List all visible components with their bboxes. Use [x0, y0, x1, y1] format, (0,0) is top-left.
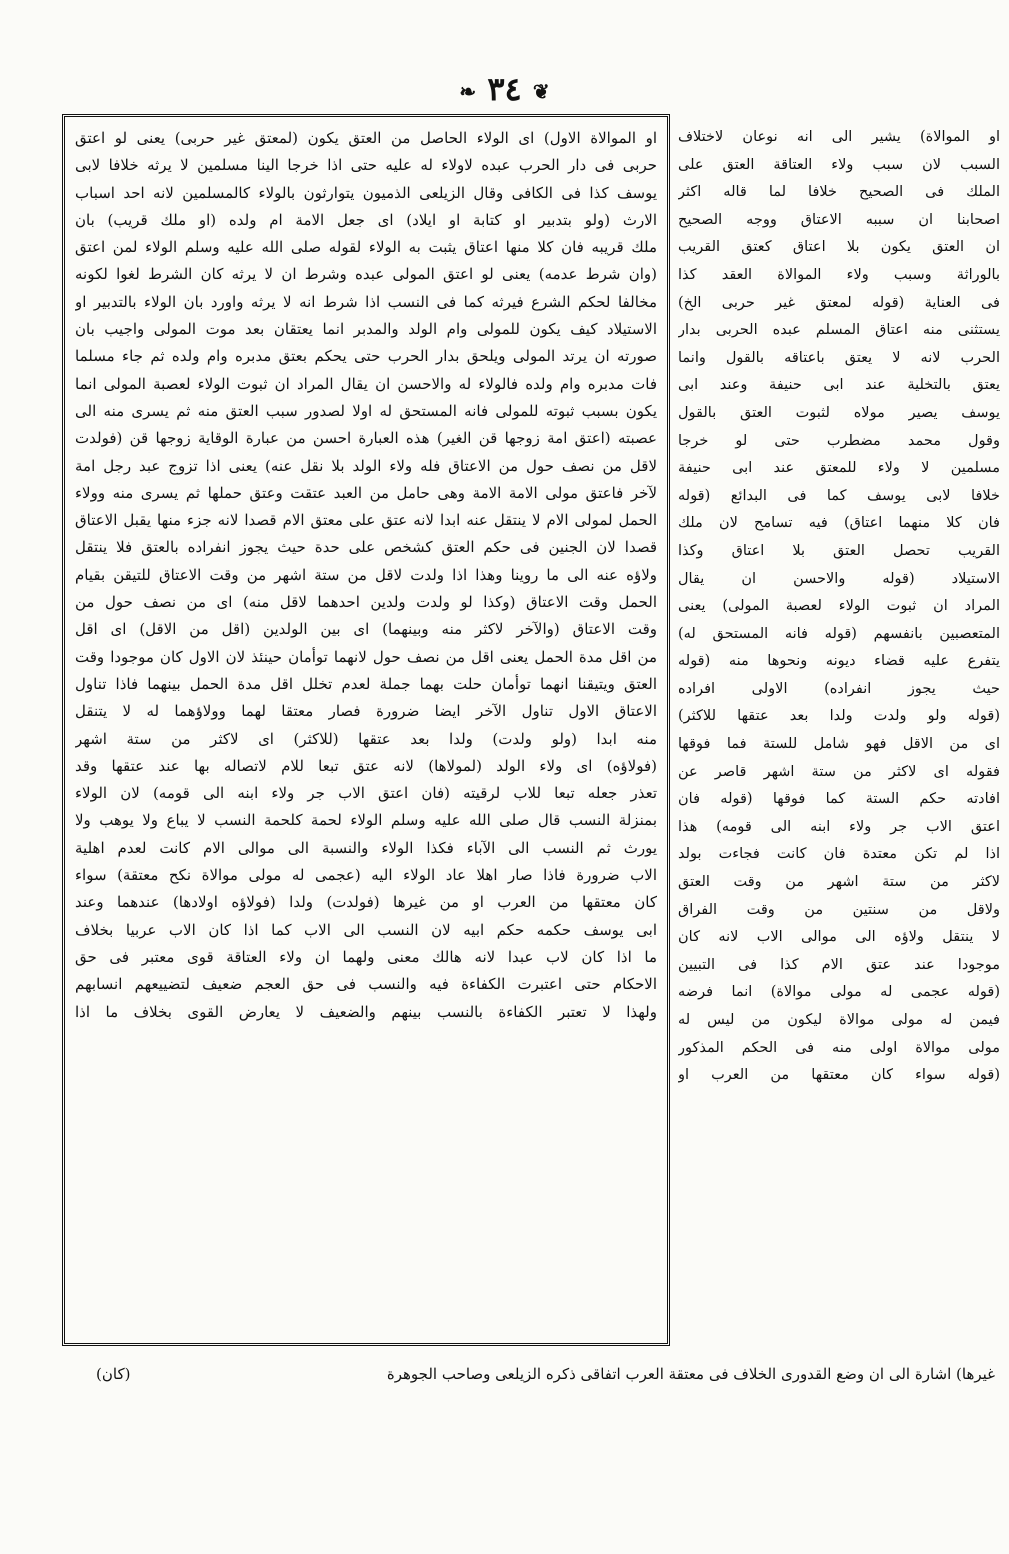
main-text-line: مخالفا لحكم الشرع فيرثه كما فى النسب اذا شرط انه لا يرثه واورد بان الولاء بالتدبير او — [75, 292, 657, 311]
margin-text-line: موجودا عند عتق الام كذا فى التبيين — [678, 956, 1000, 973]
margin-text-line: يستثنى منه اعتاق المسلم عبده الحربى بدار — [678, 322, 1000, 339]
margin-text-line: ولاقل من سنتين من وقت الفراق — [678, 901, 1000, 918]
margin-text-line: اذا لم تكن معتدة فان كانت فجاءت بولد — [678, 846, 1000, 863]
main-text-line: عصبته (اعتق امة زوجها قن الغير) هذه العبارة احسن من عبارة الوقاية زوجها قن (فولدت — [75, 429, 657, 448]
main-text-line: ولاؤه عنه الى ما روينا وهذا اذا ولدت لاقل من ستة اشهر من وقت الاعتاق للتيقن بقيام — [75, 565, 657, 584]
margin-text-line: ان العتق يكون بلا اعتاق كعتق القريب — [678, 239, 1000, 256]
main-text-line: الحمل لمولى الام لا ينتقل عنه ابدا لانه عتق على معتق الام قصدا لانه جزء منها يقبل الاعتاق — [75, 511, 657, 530]
main-text-line: فات مدبره وام ولده فالولاء له والاحسن ان يقال المراد ان ثبوت الولاء لعصبة المولى انما — [75, 374, 657, 393]
page-number-value: ٣٤ — [487, 70, 522, 108]
main-text-line: العتق ويتيقنا انهما توأمان حلت بهما جملة لعدم تخلل اقل مدة الحمل بينهما فاذا تناول — [75, 674, 657, 693]
main-text-line: كان معتقها من العرب او من غيرها (فولدت) ولدا (فولاؤه اولادها) عندهما وعند — [75, 893, 657, 912]
margin-text-line: (قوله عجمى له مولى موالاة) انما فرضه — [678, 984, 1000, 1001]
main-text-line: ابى يوسف حكمه حكم ابيه لان النسب الى الاب كما اذا كان الاب عربيا بخلاف — [75, 920, 657, 939]
margin-text-line: الاستيلاد (قوله والاحسن ان يقال — [678, 570, 1000, 587]
margin-text-line: لا ينتقل ولاؤه الى موالى الاب لانه كان — [678, 929, 1000, 946]
main-text-line: منه ابدا (ولو ولدت) ولدا بعد عتقها (للاكثر) اى لاكثر من ستة اشهر — [75, 729, 657, 748]
margin-text-line: بالوراثة وسبب ولاء الموالاة العقد كذا — [678, 266, 1000, 283]
main-text-line: يوسف كذا فى الكافى وقال الزيلعى الذميون يتوارثون بالولاء كالمسلمين لانه احد اسباب — [75, 183, 657, 202]
main-text-line: لاقل من نصف حول من الاعتاق فله ولاء الولد بلا نقل عنه) يعنى اذا تزوج عبد رجل امة — [75, 456, 657, 475]
main-text-line: الاحكام حتى اعتبرت الكفاءة فيه والنسب فى حق العجم ضعيف لتضييعهم انسابهم — [75, 975, 657, 994]
main-text-line: ولهذا لا تعتبر الكفاءة بالنسب بينهم والضعيف لا يعارض القوى بخلاف ما اذا — [75, 1002, 657, 1021]
margin-text-line: فان كلا منهما اعتاق) فيه تسامح لان ملك — [678, 515, 1000, 532]
margin-text-line: مسلمين لا ولاء للمعتق عند ابى حنيفة — [678, 460, 1000, 477]
main-text-line: ملك قريبه فان كلا منها اعتاق يثبت به الولاء لقوله صلى الله عليه وسلم الولاء لمن اعتق — [75, 238, 657, 257]
main-text-line: الاعتاق الاول تناول الآخر ايضا ضرورة فصار معتقا لهما وولاؤهما له لا يتنقل — [75, 702, 657, 721]
main-text-frame — [62, 114, 670, 1346]
margin-text-line: القريب تحصل العتق بلا اعتاق وكذا — [678, 542, 1000, 559]
margin-text-line: السبب لان سبب ولاء العتاقة العتق على — [678, 156, 1000, 173]
main-text-line: ما اذا كان لاب عبدا لانه هالك معنى ولهما ان ولاء العتاقة قوى معتبر فى حق — [75, 947, 657, 966]
margin-text-line: او الموالاة) يشير الى انه نوعان لاختلاف — [678, 129, 1000, 145]
margin-text-line: اى من الاقل فهو شامل للستة فما فوقها — [678, 736, 1000, 753]
margin-text-line: فيمن له مولى موالاة ليكون من ليس له — [678, 1012, 1000, 1028]
main-text-line: الاب ضرورة فاذا صار اهلا عاد الولاء اليه (عجمى له مولى موالاة نكح معتقة) سواء — [75, 866, 657, 885]
margin-text-line: يعتق بالتخلية عند ابى حنيفة وعند ابى — [678, 377, 1000, 394]
main-text-line: الارث (ولو بتدبير او كتابة او ايلاد) اى جعل الامة ام ولده (او ملك قريب) بان — [75, 210, 657, 229]
margin-text-line: اصحابنا ان سببه الاعتاق ووجه الصحيح — [678, 211, 1000, 228]
margin-text-line: فقوله اى لاكثر من ستة اشهر قاصر عن — [678, 763, 1000, 780]
margin-text-line: (قوله سواء كان معتقها من العرب او — [678, 1067, 1000, 1084]
main-text-line: بمنزلة النسب قال صلى الله عليه وسلم الولاء لحمة كلحمة النسب لا يباع ولا يوهب ولا — [75, 811, 657, 830]
margin-text-line: غيرها) اشارة الى ان وضع القدورى الخلاف فى معتقة العرب اتفاقى ذكره الزيلعى وصاحب الجوهرة — [386, 1365, 995, 1383]
margin-commentary-final-line — [195, 1360, 995, 1388]
margin-text-line: خلافا لابى يوسف كما فى البدائع (قوله — [678, 487, 1000, 504]
margin-text-line: الملك فى الصحيح خلافا لما قاله اكثر — [678, 184, 1000, 201]
main-text-line: صورته ان يرتد المولى ويلحق بدار الحرب حتى يحكم بعتق مدبره وام ولده ثم جاء مسلما — [75, 347, 657, 366]
main-text-line: الاستيلاد كيف يكون للمولى وام الولد والمدبر انما يعتقان بعد موت المولى واجيب بان — [75, 320, 657, 339]
margin-text-line: المراد ان ثبوت الولاء لعصبة المولى) يعنى — [678, 598, 1000, 615]
main-text-line: من اقل مدة الحمل يعنى اقل من نصف حول لانهما توأمان حينئذ لان الاول كان موجودا وقت — [75, 647, 657, 666]
main-text-line: قصدا لان الجنين فى حكم العتق كشخص على حدة حيث يجوز انفراده بالعتق فلا ينتقل — [75, 538, 657, 557]
margin-text-line: الحرب لانه لا يعتق باعتاقه بالقول وانما — [678, 349, 1000, 366]
main-text-line: لآخر فاعتق مولى الامة الامة وهى حامل من العبد عتقت وعتق حملها ثم يسرى منه وولاء — [75, 483, 657, 502]
main-text-line: يورث ثم النسب الى الآباء فكذا الولاء والنسبة الى موالى الام كانت لعدم اهلية — [75, 838, 657, 857]
margin-text-line: (قوله ولو ولدت ولدا بعد عتقها للاكثر) — [678, 708, 1000, 725]
main-text-line: وقت الاعتاق (والآخر لاكثر منه وبينهما) اى بين الولدين (اقل من الاقل) اى اقل — [75, 620, 657, 639]
main-text-line: حربى فى دار الحرب عبده لاولاء له عليه حتى اذا خرجا الينا مسلمين لا يرثه خلافا لابى — [75, 156, 657, 175]
ornament-right-icon: ❧ — [459, 79, 477, 104]
margin-text-line: لاكثر من ستة اشهر من وقت العتق — [678, 874, 1000, 891]
ornament-left-icon: ❦ — [532, 79, 550, 104]
main-text-line: يكون بسبب ثبوته للمولى فانه المستحق له اولا لصدور سبب العتق منه ثم يسرى منه الى — [75, 401, 657, 420]
margin-text-line: اعتق الاب جر ولاء ابنه الى قومه) هذا — [678, 818, 1000, 835]
footer-row — [0, 1352, 1009, 1392]
main-text-line: تعذر جعله تبعا للاب لرقيته (فان اعتق الاب جر ولاء ابنه الى قومه) لان الولاء — [75, 784, 657, 803]
margin-text-line: مولى موالاة اولى منه فى الحكم المذكور — [678, 1039, 1000, 1056]
margin-text-line: وقول محمد مضطرب حتى لو خرجا — [678, 432, 1000, 449]
main-text-line: او الموالاة الاول) اى الولاء الحاصل من العتق يكون (لمعتق غير حربى) يعنى لو اعتق — [75, 129, 657, 147]
margin-text-line: حيث يجوز انفراده) الاولى افراده — [678, 680, 1000, 697]
margin-text-line: يوسف يصير مولاه لثبوت العتق بالقول — [678, 404, 1000, 421]
margin-commentary — [678, 124, 1000, 1344]
margin-text-line: يتفرع عليه قضاء ديونه ونحوها منه (قوله — [678, 653, 1000, 670]
page-number — [0, 70, 1009, 108]
main-text-line: الحمل وقت الاعتاق (وكذا لو ولدت ولدين احدهما لاقل منه) اى من نصف حول من — [75, 593, 657, 612]
main-text-line: (فولاؤه) اى ولاء الولد (لمولاها) لانه عتق تبعا للام لاتصاله بها عند عتقها وقد — [75, 756, 657, 775]
main-text-line: (وان شرط عدمه) يعنى لو اعتق المولى عبده وشرط ان لا يرثه كان الشرط لغوا لكونه — [75, 265, 657, 284]
margin-text-line: المتعصبين بانفسهم (قوله فانه المستحق له) — [678, 625, 1000, 642]
margin-text-line: فى العناية (قوله لمعتق غير حربى الخ) — [678, 294, 1000, 311]
margin-text-line: افادته حكم الستة كما فوقها (قوله فان — [678, 791, 1000, 808]
catchword: (كان) — [96, 1365, 131, 1383]
